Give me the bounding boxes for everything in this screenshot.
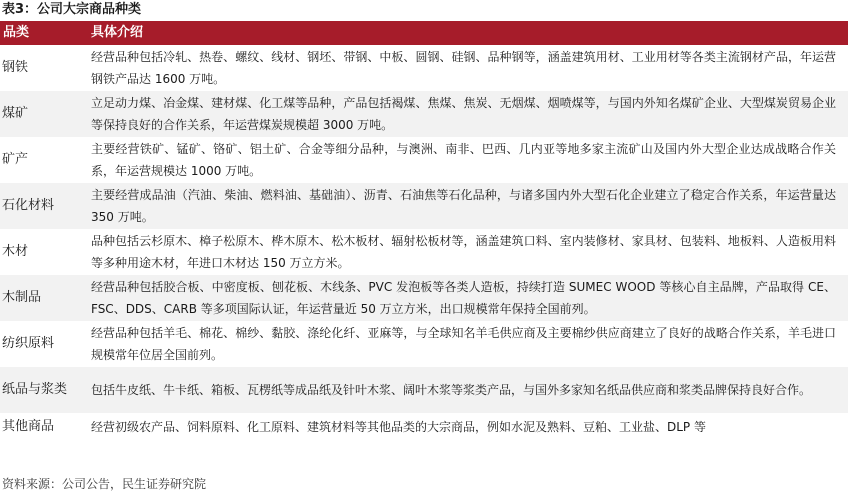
row-category: 钢铁 bbox=[2, 60, 29, 75]
table-row bbox=[0, 413, 848, 440]
table-header bbox=[0, 21, 848, 45]
row-category: 木制品 bbox=[2, 290, 42, 305]
row-description: 包括牛皮纸、牛卡纸、箱板、瓦楞纸等成品纸及针叶木浆、阔叶木浆等浆类产品，与国外多家知名纸品供应商和浆类品牌保持良好合作。 bbox=[91, 383, 812, 397]
row-description: 品种包括云杉原木、樟子松原木、桦木原木、松木板材、辐射松板材等，涵盖建筑口料、室内装修材、家具材、包装料、地板料、人造板用料等多种用途木材，年进口木材达 150 万立方米。 bbox=[91, 234, 836, 270]
header-category: 品类 bbox=[3, 25, 30, 40]
row-category: 木材 bbox=[2, 244, 29, 259]
row-description: 经营品种包括冷轧、热卷、螺纹、线材、钢坯、带钢、中板、圆钢、硅钢、品种钢等，涵盖建筑用材、工业用材等各类主流钢材产品，年运营钢铁产品达 1600 万吨。 bbox=[91, 50, 836, 86]
header-description: 具体介绍 bbox=[91, 25, 144, 40]
row-description: 经营初级农产品、饲料原料、化工原料、建筑材料等其他品类的大宗商品，例如水泥及熟料、豆粕、工业盐、DLP 等 bbox=[91, 419, 706, 434]
table-row bbox=[0, 229, 848, 275]
row-category: 石化材料 bbox=[2, 198, 55, 213]
row-description: 主要经营成品油（汽油、柴油、燃料油、基础油）、沥青、石油焦等石化品种，与诸多国内外大型石化企业建立了稳定合作关系，年运营量达 350 万吨。 bbox=[91, 188, 836, 224]
table-row bbox=[0, 137, 848, 183]
row-description: 经营品种包括羊毛、棉花、棉纱、黏胶、涤纶化纤、亚麻等，与全球知名羊毛供应商及主要棉纱供应商建立了良好的战略合作关系，羊毛进口规模常年位居全国前列。 bbox=[91, 326, 836, 362]
row-category: 纸品与浆类 bbox=[2, 382, 68, 397]
table-row bbox=[0, 321, 848, 367]
row-category: 纺织原料 bbox=[2, 336, 55, 351]
row-description: 主要经营铁矿、锰矿、铬矿、铝土矿、合金等细分品种，与澳洲、南非、巴西、几内亚等地多家主流矿山及国内外大型企业达成战略合作关系，年运营规模达 1000 万吨。 bbox=[91, 142, 836, 178]
table-caption: 表3：公司大宗商品种类 bbox=[2, 2, 142, 17]
row-category: 其他商品 bbox=[2, 418, 55, 434]
table-row bbox=[0, 45, 848, 91]
table-row bbox=[0, 367, 848, 413]
table-row bbox=[0, 183, 848, 229]
commodity-table bbox=[0, 21, 848, 440]
row-description: 经营品种包括胶合板、中密度板、刨花板、木线条、PVC 发泡板等各类人造板，持续打造 SUMEC WOOD 等核心自主品牌，产品取得 CE、FSC、DDS、CARB 等多项国际认证，年运营量近 50 万立方米，出口规模常年保持全国前列。 bbox=[91, 280, 836, 316]
row-description: 立足动力煤、冶金煤、建材煤、化工煤等品种，产品包括褐煤、焦煤、焦炭、无烟煤、烟喷煤等，与国内外知名煤矿企业、大型煤炭贸易企业等保持良好的合作关系，年运营煤炭规模超 3000 万吨。 bbox=[91, 96, 836, 132]
source-note: 资料来源：公司公告，民生证券研究院 bbox=[2, 477, 207, 491]
table-row bbox=[0, 275, 848, 321]
row-category: 矿产 bbox=[2, 152, 29, 167]
row-category: 煤矿 bbox=[2, 106, 29, 121]
table-row bbox=[0, 91, 848, 137]
